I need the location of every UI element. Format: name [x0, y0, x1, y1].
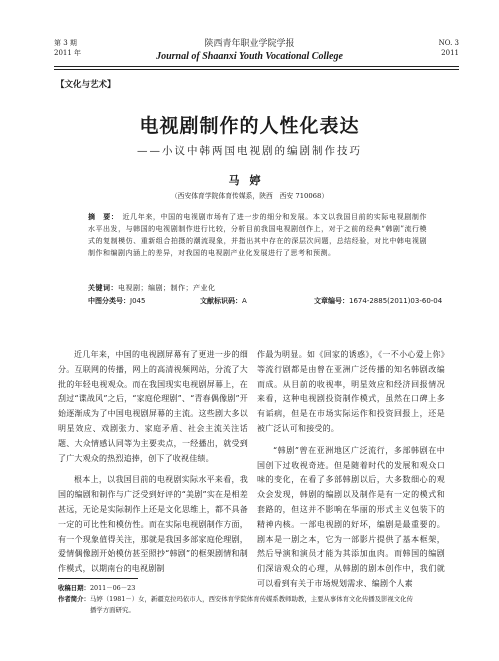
received-value: 2011－06－23: [89, 584, 136, 592]
author-bio-line2: 播学方面研究。: [90, 606, 135, 614]
keywords: [88, 283, 216, 293]
footnote: [58, 583, 459, 616]
body-paragraph: 近几年来，中国的电视剧屏幕有了更进一步的细分。互联网的传播，网上的高清视频网站，分流了大批的年轻电视观众。而在我国现实电视剧屏幕上，在刮过“谍战风”之后，“家庭伦理剧”、“青春偶像剧”开始逐渐成为了中国电视剧屏幕的主流。这些剧大多以明星效应、戏剧张力、家庭矛盾、社会主流关注话题、大众情感认同等为主要卖点，一经播出，就受到了广大观众的热烈追捧，创下了收视佳绩。: [58, 350, 248, 463]
author-bio-line1: 马婷（1981－）女，新疆克拉玛依市人，西安体育学院体育传媒系教师助教，主要从事体育文化传播及影视文化传: [89, 595, 413, 603]
doc-value: A: [242, 297, 247, 305]
body-paragraph: “韩剧”曾在亚洲地区广泛流行，多部韩剧在中国创下过收视奇迹。但是随着时代的发展和观众口味的变化，在看了多部韩剧以后，大多数细心的观众会发现，韩剧的编剧以及制作是有一定的模式和套路的，但这并不影响在华丽的形式主义包装下的精神内核。一部电视剧的好坏，编剧是最重要的。剧本是一剧之本，它为一部影片提供了基本框架，然后导演和演员才能为其添加血肉。而韩国的编剧们深谙观众的心理，从韩剧的剧本创作中，我们就可以看到有关于市场规划需求、编剧个人素: [257, 445, 445, 588]
issue-number-en: NO. 3: [438, 39, 459, 47]
article-subtitle: ——小议中韩两国电视剧的编剧制作技巧: [137, 145, 362, 157]
clc-value: J045: [130, 297, 146, 305]
received-label: 收稿日期：: [58, 584, 90, 592]
section-tag: 【文化与艺术】: [56, 80, 116, 90]
running-header-right: [439, 38, 459, 58]
author-bio-label: 作者简介：: [58, 595, 90, 603]
journal-name-en: Journal of Shaanxi Youth Vocational College: [156, 51, 343, 62]
doc-label: 文献标识码：: [200, 297, 242, 305]
clc-number: [88, 296, 145, 306]
article-title: 电视剧制作的人性化表达: [139, 115, 360, 137]
header-rule-thin: [54, 69, 459, 70]
clc-label: 中图分类号：: [88, 297, 130, 305]
running-header-center: [0, 38, 499, 63]
header-rule-thick: [54, 66, 459, 67]
article-label: 文章编号：: [314, 297, 349, 305]
body-column-right: [257, 348, 445, 592]
author-name: 马婷: [228, 174, 271, 187]
author-bio: [58, 594, 459, 605]
document-code: [200, 296, 247, 306]
abstract-label: 摘 要：: [88, 213, 119, 221]
keywords-text: 电视剧；编剧；制作；产业化: [118, 284, 216, 292]
author-affiliation: （西安体育学院体育传媒系，陕西 西安 710068）: [170, 192, 329, 200]
received-date: [58, 583, 459, 594]
body-paragraph: 根本上，以我国目前的电视剧实际水平来看，我国的编剧和制作与广泛受到好评的“美剧”实在是相差甚远，无论是实际制作上还是文化思维上，都不具备一定的可比性和模仿性。而在实际电视剧制作方面，有一个现象值得关注，那就是我国多部家庭伦理剧，爱情偶像剧开始模仿甚至照抄“韩剧”的框架剧情和制作模式，以期南台的电视剧制: [58, 475, 248, 574]
abstract: [88, 211, 427, 259]
article-number: [314, 296, 442, 306]
abstract-text: 近几年来，中国的电视剧市场有了进一步的细分和发展。本文以我国目前的实际电视剧制作水平出发，与韩国的电视剧制作进行比较，分析目前我国电视剧创作上，对于之前的经典“韩剧”流行模式的复制模仿、重新组合拍摄的潮流现象，并指出其中存在的深层次问题，总结经验，对比中韩电视剧制作和编剧内涵上的差异，对我国的电视剧产业化发展进行了思考和预测。: [88, 213, 428, 257]
issue-year-en: 2011: [441, 49, 459, 57]
keywords-label: 关键词：: [88, 284, 118, 292]
body-paragraph: 作最为明显。如《回家的诱惑》，《一不小心爱上你》等流行剧都是由曾在亚洲广泛传播的知名韩剧改编而成。从目前的收视率，明星效应和经济回报情况来看，这种电视剧投资制作模式，虽然在口碑上多有诟病，但是在市场实际运作和投资回报上，还是被广泛认可和接受的。: [257, 350, 445, 433]
journal-name-cn: 陕西青年职业学院学报: [204, 39, 295, 49]
body-column-left: [58, 348, 248, 577]
issue-year: 2011 年: [54, 49, 82, 57]
footnote-rule: [58, 578, 138, 579]
article-value: 1674-2885(2011)03-60-04: [349, 297, 443, 305]
issue-number: 第 3 期: [54, 39, 77, 47]
